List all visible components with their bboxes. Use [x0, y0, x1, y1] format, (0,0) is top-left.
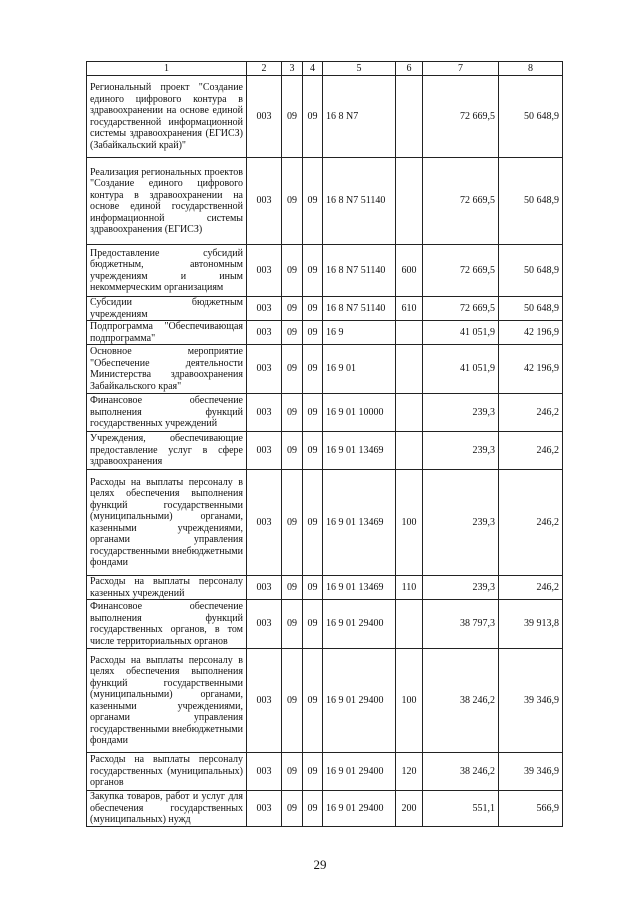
subsection-code-cell: 09	[303, 76, 323, 158]
table-row	[87, 791, 563, 827]
subsection-code-cell: 09	[303, 321, 323, 345]
expense-type-code-cell	[396, 76, 423, 158]
table-row	[87, 394, 563, 432]
amount-year-2-cell: 42 196,9	[499, 321, 563, 345]
table-row	[87, 158, 563, 245]
amount-year-2-cell: 50 648,9	[499, 297, 563, 321]
table-row	[87, 753, 563, 791]
item-name-cell: Финансовое обеспечение выполнения функций государственных органов, в том числе территориальных органов	[87, 600, 247, 649]
expense-type-code-cell: 610	[396, 297, 423, 321]
amount-year-1-cell: 41 051,9	[423, 321, 499, 345]
ministry-code-cell: 003	[247, 470, 282, 576]
amount-year-2-cell: 246,2	[499, 432, 563, 470]
ministry-code-cell: 003	[247, 245, 282, 297]
target-article-code-cell: 16 9 01 13469	[323, 432, 396, 470]
table-row	[87, 576, 563, 600]
table-row	[87, 649, 563, 753]
ministry-code-cell: 003	[247, 297, 282, 321]
amount-year-1-cell: 72 669,5	[423, 158, 499, 245]
amount-year-1-cell: 38 246,2	[423, 753, 499, 791]
amount-year-2-cell: 566,9	[499, 791, 563, 827]
amount-year-2-cell: 246,2	[499, 394, 563, 432]
subsection-code-cell: 09	[303, 791, 323, 827]
item-name-cell: Предоставление субсидий бюджетным, автономным учреждениям и иным некоммерческим организациям	[87, 245, 247, 297]
subsection-code-cell: 09	[303, 649, 323, 753]
section-code-cell: 09	[282, 753, 303, 791]
item-name-cell: Закупка товаров, работ и услуг для обеспечения государственных (муниципальных) нужд	[87, 791, 247, 827]
section-code-cell: 09	[282, 345, 303, 394]
ministry-code-cell: 003	[247, 649, 282, 753]
table-row	[87, 432, 563, 470]
section-code-cell: 09	[282, 649, 303, 753]
target-article-code-cell: 16 9 01	[323, 345, 396, 394]
header-cell: 5	[323, 62, 396, 76]
subsection-code-cell: 09	[303, 394, 323, 432]
target-article-code-cell: 16 8 N7 51140	[323, 245, 396, 297]
item-name-cell: Расходы на выплаты персоналу государственных (муниципальных) органов	[87, 753, 247, 791]
item-name-cell: Расходы на выплаты персоналу в целях обеспечения выполнения функций государственными (муниципальными) органами, казенными учреждениями, органами управления государственными внебюджетными фондами	[87, 470, 247, 576]
ministry-code-cell: 003	[247, 394, 282, 432]
amount-year-1-cell: 72 669,5	[423, 297, 499, 321]
expense-type-code-cell	[396, 158, 423, 245]
amount-year-2-cell: 42 196,9	[499, 345, 563, 394]
expense-type-code-cell	[396, 321, 423, 345]
subsection-code-cell: 09	[303, 245, 323, 297]
section-code-cell: 09	[282, 470, 303, 576]
expense-type-code-cell	[396, 345, 423, 394]
target-article-code-cell: 16 8 N7 51140	[323, 297, 396, 321]
subsection-code-cell: 09	[303, 345, 323, 394]
subsection-code-cell: 09	[303, 297, 323, 321]
header-cell: 7	[423, 62, 499, 76]
amount-year-2-cell: 39 346,9	[499, 753, 563, 791]
section-code-cell: 09	[282, 432, 303, 470]
section-code-cell: 09	[282, 297, 303, 321]
table-row	[87, 470, 563, 576]
header-cell: 6	[396, 62, 423, 76]
target-article-code-cell: 16 8 N7	[323, 76, 396, 158]
target-article-code-cell: 16 9 01 10000	[323, 394, 396, 432]
amount-year-2-cell: 246,2	[499, 576, 563, 600]
item-name-cell: Учреждения, обеспечивающие предоставление услуг в сфере здравоохранения	[87, 432, 247, 470]
amount-year-1-cell: 72 669,5	[423, 76, 499, 158]
target-article-code-cell: 16 9 01 29400	[323, 791, 396, 827]
amount-year-1-cell: 38 246,2	[423, 649, 499, 753]
section-code-cell: 09	[282, 576, 303, 600]
expense-type-code-cell: 100	[396, 649, 423, 753]
amount-year-1-cell: 38 797,3	[423, 600, 499, 649]
amount-year-1-cell: 239,3	[423, 576, 499, 600]
table-row	[87, 600, 563, 649]
expense-type-code-cell	[396, 600, 423, 649]
subsection-code-cell: 09	[303, 753, 323, 791]
amount-year-2-cell: 246,2	[499, 470, 563, 576]
amount-year-2-cell: 50 648,9	[499, 76, 563, 158]
target-article-code-cell: 16 9 01 29400	[323, 649, 396, 753]
expense-type-code-cell: 110	[396, 576, 423, 600]
table-row	[87, 321, 563, 345]
header-cell: 1	[87, 62, 247, 76]
page-number: 29	[313, 857, 327, 872]
target-article-code-cell: 16 9 01 29400	[323, 600, 396, 649]
header-cell: 8	[499, 62, 563, 76]
amount-year-2-cell: 39 913,8	[499, 600, 563, 649]
budget-table	[86, 61, 563, 827]
amount-year-1-cell: 239,3	[423, 470, 499, 576]
target-article-code-cell: 16 8 N7 51140	[323, 158, 396, 245]
subsection-code-cell: 09	[303, 576, 323, 600]
ministry-code-cell: 003	[247, 432, 282, 470]
amount-year-1-cell: 551,1	[423, 791, 499, 827]
item-name-cell: Основное мероприятие "Обеспечение деятельности Министерства здравоохранения Забайкальского края"	[87, 345, 247, 394]
section-code-cell: 09	[282, 600, 303, 649]
amount-year-2-cell: 39 346,9	[499, 649, 563, 753]
item-name-cell: Финансовое обеспечение выполнения функций государственных учреждений	[87, 394, 247, 432]
expense-type-code-cell	[396, 432, 423, 470]
section-code-cell: 09	[282, 158, 303, 245]
section-code-cell: 09	[282, 791, 303, 827]
target-article-code-cell: 16 9 01 29400	[323, 753, 396, 791]
section-code-cell: 09	[282, 245, 303, 297]
table-row	[87, 297, 563, 321]
subsection-code-cell: 09	[303, 432, 323, 470]
amount-year-1-cell: 239,3	[423, 394, 499, 432]
section-code-cell: 09	[282, 321, 303, 345]
amount-year-1-cell: 239,3	[423, 432, 499, 470]
ministry-code-cell: 003	[247, 158, 282, 245]
item-name-cell: Субсидии бюджетным учреждениям	[87, 297, 247, 321]
expense-type-code-cell: 120	[396, 753, 423, 791]
amount-year-1-cell: 41 051,9	[423, 345, 499, 394]
table-row	[87, 245, 563, 297]
item-name-cell: Региональный проект "Создание единого цифрового контура в здравоохранении на основе единой государственной информационной системы здравоохранения (ЕГИСЗ) (Забайкальский край)"	[87, 76, 247, 158]
target-article-code-cell: 16 9 01 13469	[323, 576, 396, 600]
target-article-code-cell: 16 9 01 13469	[323, 470, 396, 576]
amount-year-1-cell: 72 669,5	[423, 245, 499, 297]
item-name-cell: Расходы на выплаты персоналу казенных учреждений	[87, 576, 247, 600]
expense-type-code-cell: 600	[396, 245, 423, 297]
header-row	[87, 62, 563, 76]
subsection-code-cell: 09	[303, 158, 323, 245]
amount-year-2-cell: 50 648,9	[499, 158, 563, 245]
expense-type-code-cell: 200	[396, 791, 423, 827]
expense-type-code-cell: 100	[396, 470, 423, 576]
header-cell: 3	[282, 62, 303, 76]
ministry-code-cell: 003	[247, 753, 282, 791]
table-row	[87, 76, 563, 158]
ministry-code-cell: 003	[247, 600, 282, 649]
amount-year-2-cell: 50 648,9	[499, 245, 563, 297]
item-name-cell: Подпрограмма "Обеспечивающая подпрограмма"	[87, 321, 247, 345]
item-name-cell: Расходы на выплаты персоналу в целях обеспечения выполнения функций государственными (муниципальными) органами, казенными учреждениями, органами управления государственными внебюджетными фондами	[87, 649, 247, 753]
subsection-code-cell: 09	[303, 600, 323, 649]
header-cell: 4	[303, 62, 323, 76]
section-code-cell: 09	[282, 394, 303, 432]
expense-type-code-cell	[396, 394, 423, 432]
ministry-code-cell: 003	[247, 76, 282, 158]
item-name-cell: Реализация региональных проектов "Создание единого цифрового контура в здравоохранении на основе единой государственной информационной системы здравоохранения (ЕГИСЗ)	[87, 158, 247, 245]
table-row	[87, 345, 563, 394]
subsection-code-cell: 09	[303, 470, 323, 576]
target-article-code-cell: 16 9	[323, 321, 396, 345]
header-cell: 2	[247, 62, 282, 76]
section-code-cell: 09	[282, 76, 303, 158]
ministry-code-cell: 003	[247, 791, 282, 827]
ministry-code-cell: 003	[247, 345, 282, 394]
ministry-code-cell: 003	[247, 576, 282, 600]
ministry-code-cell: 003	[247, 321, 282, 345]
